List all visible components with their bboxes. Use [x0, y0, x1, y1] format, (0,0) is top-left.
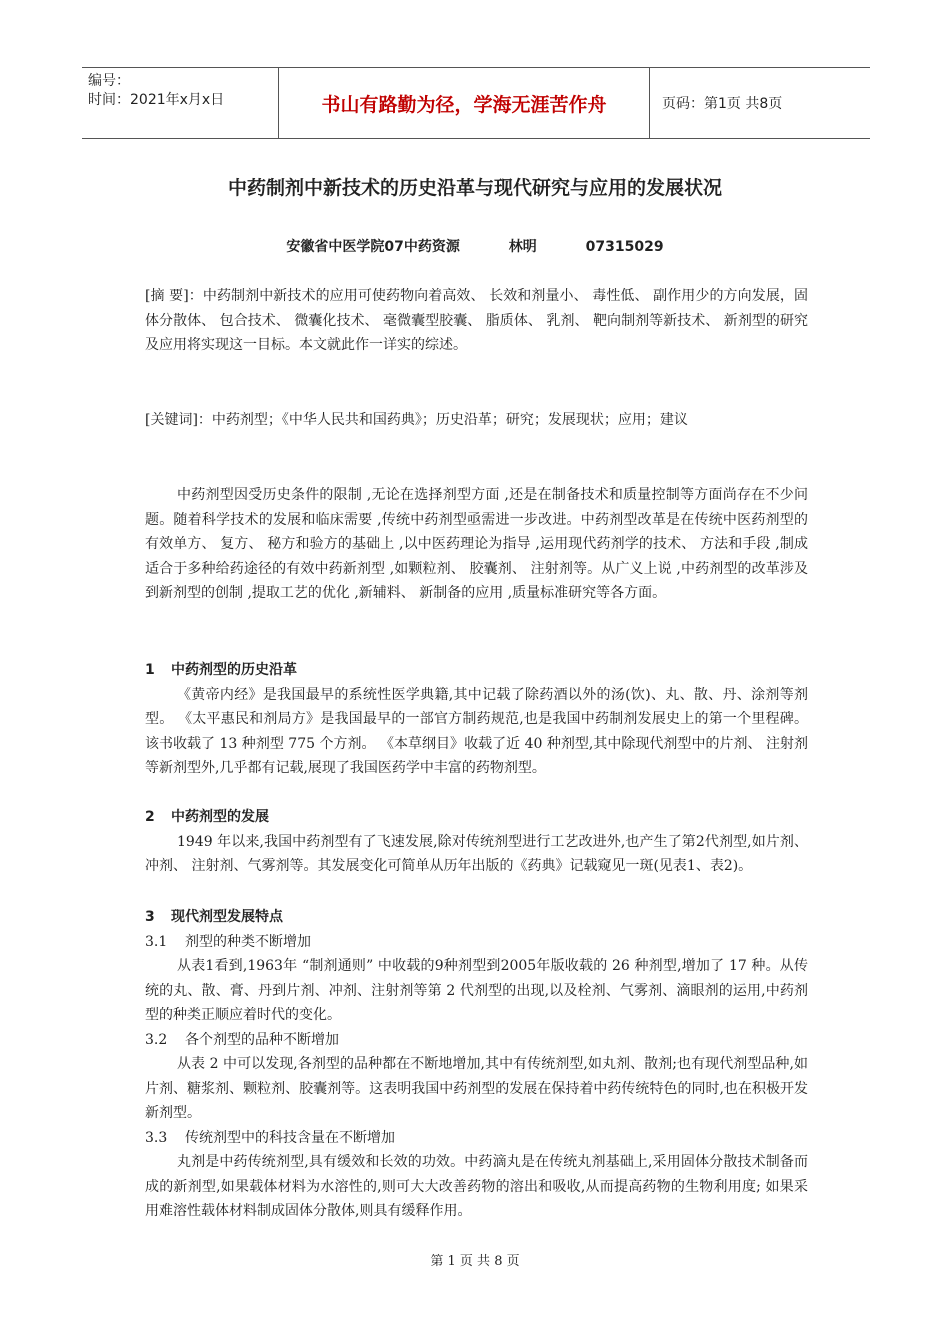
- section-3-3-heading: 3.3 传统剂型中的科技含量在不断增加: [145, 1129, 395, 1146]
- page-info: 页码：第1页 共8页: [662, 96, 783, 112]
- section-1-heading: 1 中药剂型的历史沿革: [145, 662, 297, 678]
- document-title: 中药制剂中新技术的历史沿革与现代研究与应用的发展状况: [227, 177, 722, 199]
- section-3-3-text: 丸剂是中药传统剂型,具有缓效和长效的功效。中药滴丸是在传统丸剂基础上,采用固体分散技术制备而成的新剂型,如果载体材料为水溶性的,则可大大改善药物的溶出和吸收,从而提高药物的生物利用度; 如果采用难溶性载体材料制成固体分散体,则具有缓释作用。: [145, 1154, 808, 1219]
- code-label: 编号：: [88, 73, 130, 89]
- header-meta-cell: [82, 68, 278, 138]
- date-label: 时间：2021年x月x日: [88, 92, 225, 108]
- section-3: [145, 905, 808, 1224]
- author-id: 07315029: [585, 239, 664, 255]
- abstract: [摘 要]：中药制剂中新技术的应用可使药物向着高效、 长效和剂量小、 毒性低、 副作用少的方向发展，固体分散体、 包合技术、 微囊化技术、 毫微囊型胶囊、 脂质体、 乳剂、 靶向制剂等新技术、 新剂型的研究及应用将实现这一目标。本文就此作一详实的综述。: [145, 288, 808, 353]
- author-line: [0, 236, 950, 256]
- author-name: 林明: [508, 239, 537, 255]
- intro-paragraph: 中药剂型因受历史条件的限制 ,无论在选择剂型方面 ,还是在制备技术和质量控制等方面尚存在不少问题。随着科学技术的发展和临床需要 ,传统中药剂型亟需进一步改进。中药剂型改革是在传统中医药剂型的有效单方、 复方、 秘方和验方的基础上 ,以中医药理论为指导 ,运用现代药剂学的技术、 方法和手段 ,制成适合于多种给药途径的有效中药新剂型 ,如颗粒剂、 胶囊剂、 注射剂等。从广义上说 ,中药剂型的改革涉及到新剂型的创制 ,提取工艺的优化 ,新辅料、 新制备的应用 ,质量标准研究等各方面。: [145, 487, 808, 601]
- section-3-heading: 3 现代剂型发展特点: [145, 909, 283, 925]
- keywords: [关键词]：中药剂型；《中华人民共和国药典》；历史沿革；研究；发展现状；应用；建议: [145, 412, 688, 428]
- section-2: [145, 805, 808, 879]
- section-1: [145, 658, 808, 781]
- section-2-text: 1949 年以来,我国中药剂型有了飞速发展,除对传统剂型进行工艺改进外,也产生了第2代剂型,如片剂、 冲剂、 注射剂、气雾剂等。其发展变化可简单从历年出版的《药典》记载窥见一斑(见表1、表2)。: [145, 833, 808, 874]
- author-affiliation: 安徽省中医学院07中药资源: [286, 239, 460, 255]
- section-3-2-text: 从表 2 中可以发现,各剂型的品种都在不断地增加,其中有传统剂型,如丸剂、散剂;也有现代剂型品种,如片剂、糖浆剂、颗粒剂、胶囊剂等。这表明我国中药剂型的发展在保持着中药传统特色的同时,也在积极开发新剂型。: [145, 1056, 808, 1121]
- header-table: [82, 67, 870, 139]
- page-footer: 第 1 页 共 8 页: [430, 1254, 520, 1269]
- section-3-2-heading: 3.2 各个剂型的品种不断增加: [145, 1031, 339, 1048]
- section-3-1-heading: 3.1 剂型的种类不断增加: [145, 933, 311, 950]
- section-2-heading: 2 中药剂型的发展: [145, 809, 269, 825]
- motto: 书山有路勤为径，学海无涯苦作舟: [278, 68, 650, 138]
- section-3-1-text: 从表1看到,1963年 “制剂通则” 中收载的9种剂型到2005年版收载的 26 种剂型,增加了 17 种。从传统的丸、散、膏、丹到片剂、冲剂、注射剂等第 2 代剂型的出现,以及栓剂、气雾剂、滴眼剂的运用,中药剂型的种类正顺应着时代的变化。: [145, 958, 808, 1023]
- section-1-text: 《黄帝内经》是我国最早的系统性医学典籍,其中记载了除药酒以外的汤(饮)、丸、散、丹、涂剂等剂型。 《太平惠民和剂局方》是我国最早的一部官方制药规范,也是我国中药制剂发展史上的第一个里程碑。该书收载了 13 种剂型 775 个方剂。 《本草纲目》收载了近 40 种剂型,其中除现代剂型中的片剂、 注射剂等新剂型外,几乎都有记载,展现了我国医药学中丰富的药物剂型。: [145, 686, 808, 776]
